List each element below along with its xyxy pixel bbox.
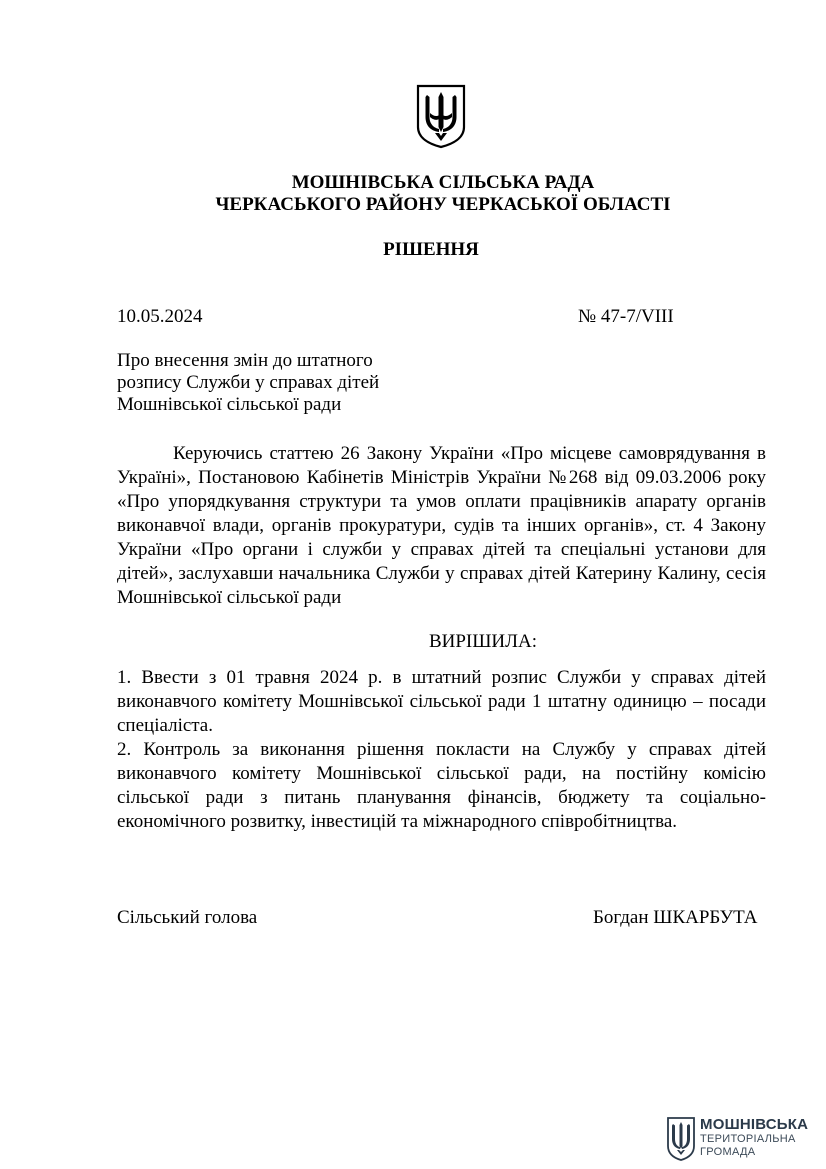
document-date: 10.05.2024 — [117, 306, 203, 327]
signatory-position: Сільський голова — [117, 907, 258, 928]
subject-block — [117, 350, 379, 416]
subject-line: Про внесення змін до штатного — [117, 350, 373, 371]
subject-line: розпису Служби у справах дітей — [117, 372, 380, 393]
subject-line: Мошнівської сільської ради — [117, 394, 342, 415]
community-logo — [666, 1116, 816, 1164]
intro-paragraph: Керуючись статтею 26 Закону України «Про місцеве самоврядування в Україні», Постановою Кабінетів Міністрів України №268 від 09.03.2006 року «Про упорядкування структури та умов оплати працівників апарату органів виконавчої влади, органів прокуратури, судів та інших органів», ст. 4 Закону України «Про органи і служби у справах дітей та спеціальні установи для дітей», заслухавши начальника Служби у справах дітей Катерину Калину, сесія Мошнівської сільської ради — [117, 443, 766, 608]
coat-of-arms-icon — [415, 83, 467, 149]
district-title: ЧЕРКАСЬКОГО РАЙОНУ ЧЕРКАСЬКОЇ ОБЛАСТІ — [215, 194, 671, 215]
trident-logo-icon — [666, 1116, 696, 1162]
signatory-name: Богдан ШКАРБУТА — [593, 907, 758, 928]
resolved-heading: ВИРІШИЛА: — [428, 631, 538, 652]
resolution-item-2: 2. Контроль за виконання рішення покласти на Службу у справах дітей виконавчого комітету Мошнівської сільської ради, на постійну комісію сільської ради з питань планування фінансів, бюджету та соціально-економічного розвитку, інвестицій та міжнародного співробітництва. — [117, 739, 766, 832]
logo-subtitle-2: ГРОМАДА — [700, 1146, 756, 1158]
document-number: № 47-7/VIII — [578, 306, 674, 327]
council-title: МОШНІВСЬКА СІЛЬСЬКА РАДА — [291, 172, 595, 193]
document-type: РІШЕННЯ — [383, 239, 479, 260]
resolution-item-1: 1. Ввести з 01 травня 2024 р. в штатний розпис Служби у справах дітей виконавчого комітету Мошнівської сільської ради 1 штатну одиницю – посади спеціаліста. — [117, 667, 766, 736]
logo-subtitle-1: ТЕРИТОРІАЛЬНА — [700, 1133, 796, 1145]
logo-title: МОШНІВСЬКА — [700, 1116, 809, 1133]
